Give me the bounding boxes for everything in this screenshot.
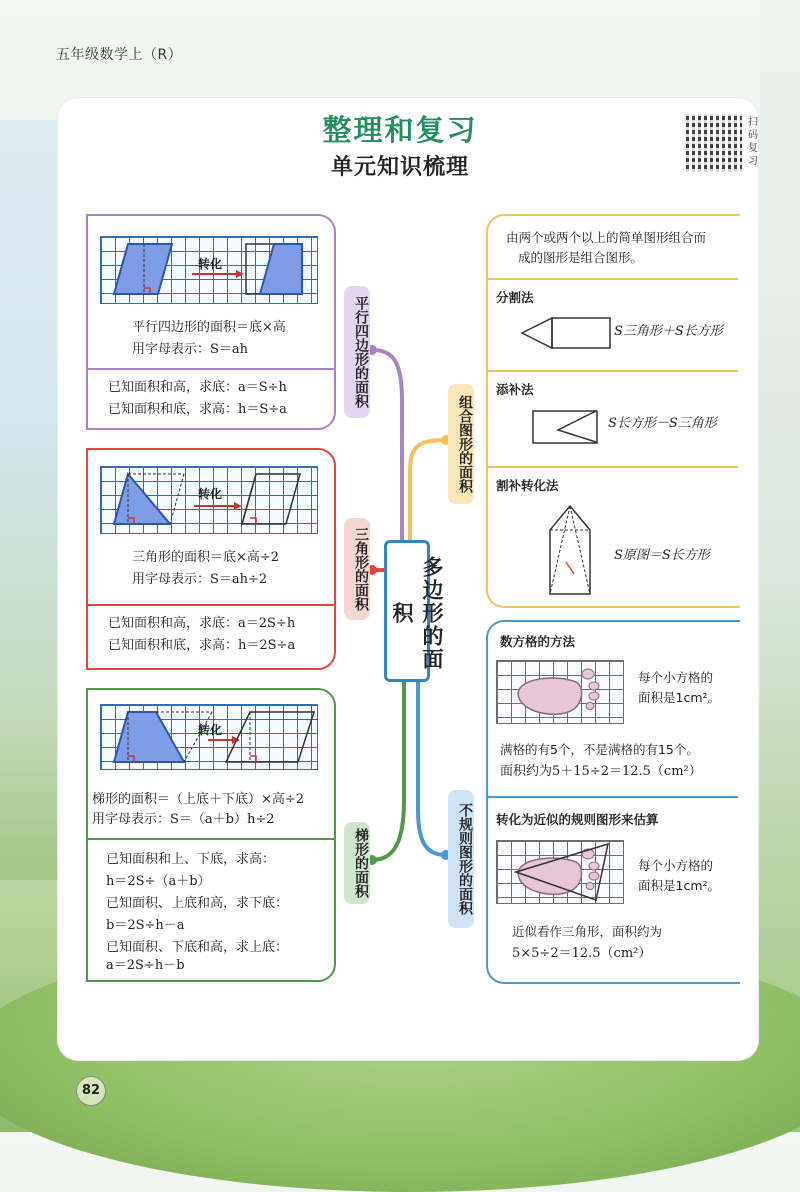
- footprint-diagram-2: [496, 840, 622, 902]
- qr-label: 扫码复习: [748, 117, 758, 167]
- composite-method3-title: 割补转化法: [496, 478, 559, 493]
- irregular-method2-result-2: 5×5÷2＝12.5（cm²）: [512, 946, 652, 961]
- connector-composite: [410, 440, 446, 540]
- irregular-method2-result-1: 近似看作三角形，面积约为: [512, 924, 663, 939]
- trapezoid-derived-1: 已知面积和上、下底，求高：: [106, 852, 276, 867]
- parallelogram-derived-1: 已知面积和高，求底：a＝S÷h: [108, 380, 287, 395]
- footprint-shape: [518, 678, 582, 714]
- branch-label-trapezoid: 梯形的面积: [344, 822, 370, 904]
- triangle-divider: [86, 604, 334, 606]
- composite-method2-formula: S长方形－S三角形: [608, 416, 717, 431]
- parallelogram-transform-label: 转化: [198, 257, 223, 271]
- parallelogram-divider: [86, 368, 334, 370]
- central-node: [384, 540, 444, 682]
- branch-label-composite: 组合图形的面积: [448, 384, 474, 504]
- connector-parallelogram: [372, 350, 402, 540]
- irregular-method1-result: 面积约为5＋15÷2＝12.5（cm²）: [500, 764, 702, 779]
- footprint-diagram-1: [496, 660, 622, 722]
- irregular-method2-note-1: 每个小方格的: [638, 858, 714, 873]
- composite-method3-formula: S原图＝S长方形: [614, 548, 710, 563]
- branch-label-parallelogram: 平行四边形的面积: [344, 286, 370, 418]
- composite-definition-1: 由两个或两个以上的简单图形组合而: [506, 230, 707, 245]
- parallelogram-shape: [114, 244, 172, 294]
- trapezoid-derived-6: a＝2S÷h－b: [106, 958, 185, 973]
- composite-method3-diagram: [548, 504, 592, 596]
- composite-divider-1: [486, 278, 738, 280]
- triangle-derived-1: 已知面积和高，求底：a＝2S÷h: [108, 616, 296, 631]
- irregular-method2-title: 转化为近似的规则图形来估算: [496, 812, 659, 827]
- parallelogram-derived-2: 已知面积和底，求高：h＝S÷a: [108, 402, 287, 417]
- central-label: 多边形的面积: [390, 555, 444, 671]
- triangle-formula-1: 三角形的面积＝底×高÷2: [132, 550, 280, 565]
- composite-definition-2: 成的图形是组合图形。: [518, 250, 644, 265]
- trapezoid-shape: [114, 712, 184, 762]
- irregular-method1-note-2: 面积是1cm²。: [638, 690, 721, 705]
- composite-method2-title: 添补法: [496, 382, 534, 397]
- parallelogram-formula-1: 平行四边形的面积＝底×高: [132, 320, 286, 335]
- trapezoid-transform-label: 转化: [198, 723, 223, 737]
- trapezoid-derived-4: b＝2S÷h－a: [106, 918, 185, 933]
- arrow-head: [236, 270, 244, 278]
- composite-method2-diagram: [532, 410, 598, 444]
- trapezoid-derived-2: h＝2S÷（a＋b）: [106, 874, 211, 889]
- connector-trapezoid: [372, 682, 404, 860]
- trapezoid-derived-5: 已知面积、下底和高，求上底：: [106, 940, 289, 955]
- connector-irregular: [418, 682, 446, 855]
- composite-divider-3: [486, 466, 738, 468]
- triangle-transform-label: 转化: [198, 487, 223, 501]
- composite-method1-diagram: [522, 316, 612, 350]
- triangle-shape: [114, 474, 170, 524]
- composite-divider-2: [486, 370, 738, 372]
- page-subtitle: 单元知识梳理: [330, 155, 469, 180]
- irregular-method1-note-1: 每个小方格的: [638, 670, 714, 685]
- branch-label-irregular: 不规则图形的面积: [448, 790, 474, 928]
- irregular-method2-note-2: 面积是1cm²。: [638, 878, 721, 893]
- irregular-divider: [486, 796, 738, 798]
- composite-method1-formula: S三角形＋S长方形: [614, 324, 723, 339]
- branch-label-triangle: 三角形的面积: [344, 518, 370, 620]
- irregular-method1-title: 数方格的方法: [500, 634, 576, 649]
- page-title: 整理和复习: [322, 113, 478, 147]
- page-number: 82: [76, 1076, 106, 1106]
- trapezoid-derived-3: 已知面积、上底和高，求下底：: [106, 896, 289, 911]
- trapezoid-formula-1: 梯形的面积＝（上底＋下底）×高÷2: [92, 792, 305, 807]
- composite-method1-title: 分割法: [496, 290, 534, 305]
- triangle-formula-2: 用字母表示：S＝ah÷2: [132, 572, 268, 587]
- triangle-derived-2: 已知面积和底，求高：h＝2S÷a: [108, 638, 296, 653]
- trapezoid-formula-2: 用字母表示：S＝（a＋b）h÷2: [92, 812, 275, 827]
- trapezoid-divider: [86, 838, 334, 840]
- book-header: 五年级数学上（R）: [56, 47, 183, 63]
- triangle-result-parallelogram: [242, 474, 300, 524]
- trapezoid-result-parallelogram: [226, 712, 314, 762]
- parallelogram-formula-2: 用字母表示：S＝ah: [132, 342, 249, 357]
- irregular-method1-count: 满格的有5个，不是满格的有15个。: [500, 742, 699, 757]
